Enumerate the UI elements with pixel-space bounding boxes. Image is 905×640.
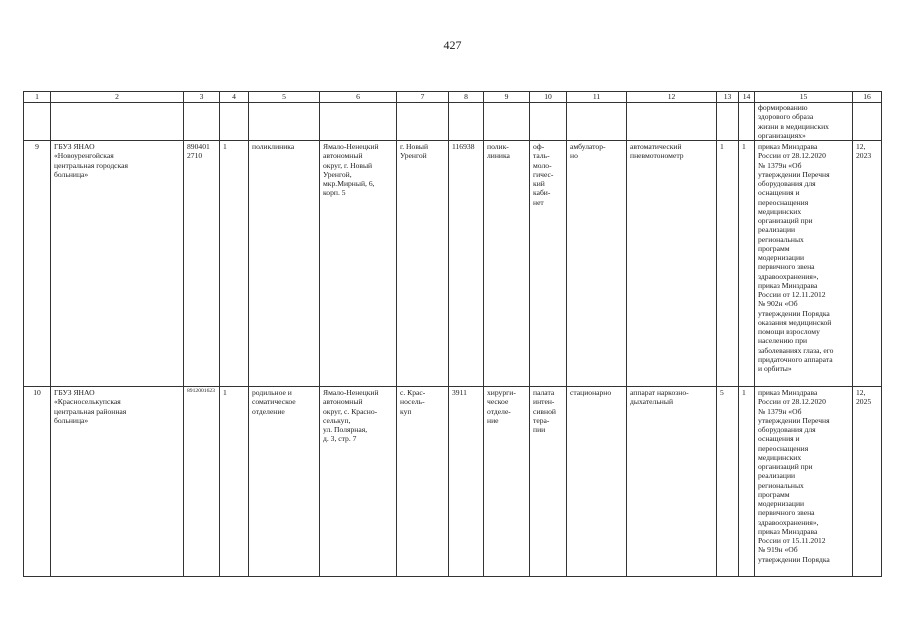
population: 116938 <box>449 141 484 387</box>
col-header: 1 <box>24 92 51 103</box>
table-row <box>24 387 882 577</box>
unit: полик- линика <box>484 141 530 387</box>
column-14: 1 <box>739 141 755 387</box>
table-row <box>24 141 882 387</box>
col-header: 16 <box>853 92 882 103</box>
col-header: 14 <box>739 92 755 103</box>
page-number: 427 <box>443 38 462 52</box>
address: Ямало-Ненецкий автономный округ, г. Новый Уренгой, мкр.Мирный, 6, корп. 5 <box>320 141 397 387</box>
continuation-row <box>24 103 882 141</box>
legal-basis: приказ Минздрава России от 28.12.2020 № 1379н «Об утверждении Перечня оборудования для оснащения и переоснащения медицинских организаций при реализации региональных программ модернизации первичного звена здравоохранения», приказ Минздрава России от 15.11.2012 № 919н «Об утверждении Порядка <box>755 387 853 577</box>
row-number: 9 <box>24 141 51 387</box>
col-header: 10 <box>530 92 567 103</box>
equipment-table <box>23 91 882 577</box>
row-number: 10 <box>24 387 51 577</box>
col-header: 8 <box>449 92 484 103</box>
room: оф- таль- моло- гичес- кий каби- нет <box>530 141 567 387</box>
legal-basis: приказ Минздрава России от 28.12.2020 № 1379н «Об утверждении Перечня оборудования для оснащения и переоснащения медицинских организаций при реализации региональных программ модернизации первичного звена здравоохранения», приказ Минздрава России от 12.11.2012 № 902н «Об утверждении Порядка оказания медицинской помощи взрослому населению при заболеваниях глаза, его придаточного аппарата и орбиты» <box>755 141 853 387</box>
inn: 8912001623 <box>184 387 220 577</box>
room: палата интен- сивной тера- пии <box>530 387 567 577</box>
care-mode: стационарно <box>567 387 627 577</box>
month-year: 12, 2023 <box>853 141 882 387</box>
col-header: 4 <box>220 92 249 103</box>
col-header: 12 <box>627 92 717 103</box>
inn: 890401 2710 <box>184 141 220 387</box>
col-header: 2 <box>51 92 184 103</box>
population: 3911 <box>449 387 484 577</box>
col-header: 11 <box>567 92 627 103</box>
equipment-name: аппарат наркозно- дыхательный <box>627 387 717 577</box>
settlement: г. Новый Уренгой <box>397 141 449 387</box>
col-header: 6 <box>320 92 397 103</box>
col-header: 15 <box>755 92 853 103</box>
column-number-row <box>24 92 882 103</box>
column-4: 1 <box>220 387 249 577</box>
month-year: 12, 2025 <box>853 387 882 577</box>
col-header: 5 <box>249 92 320 103</box>
column-13: 1 <box>717 141 739 387</box>
column-4: 1 <box>220 141 249 387</box>
unit: хирурги- ческое отделе- ние <box>484 387 530 577</box>
address: Ямало-Ненецкий автономный округ, с. Красно- селькуп, ул. Полярная, д. 3, стр. 7 <box>320 387 397 577</box>
settlement: с. Крас- носель- куп <box>397 387 449 577</box>
equipment-name: автоматический пневмотонометр <box>627 141 717 387</box>
col-header: 13 <box>717 92 739 103</box>
department: родильное и соматическое отделение <box>249 387 320 577</box>
col-header: 9 <box>484 92 530 103</box>
col-header: 7 <box>397 92 449 103</box>
organization-name: ГБУЗ ЯНАО «Новоуренгойская центральная городская больница» <box>51 141 184 387</box>
care-mode: амбулатор- но <box>567 141 627 387</box>
legal-basis-continuation: формированию здорового образа жизни в медицинских организациях» <box>755 103 853 141</box>
column-14: 1 <box>739 387 755 577</box>
column-13: 5 <box>717 387 739 577</box>
col-header: 3 <box>184 92 220 103</box>
organization-name: ГБУЗ ЯНАО «Красноселькупская центральная районная больница» <box>51 387 184 577</box>
department: поликлиника <box>249 141 320 387</box>
